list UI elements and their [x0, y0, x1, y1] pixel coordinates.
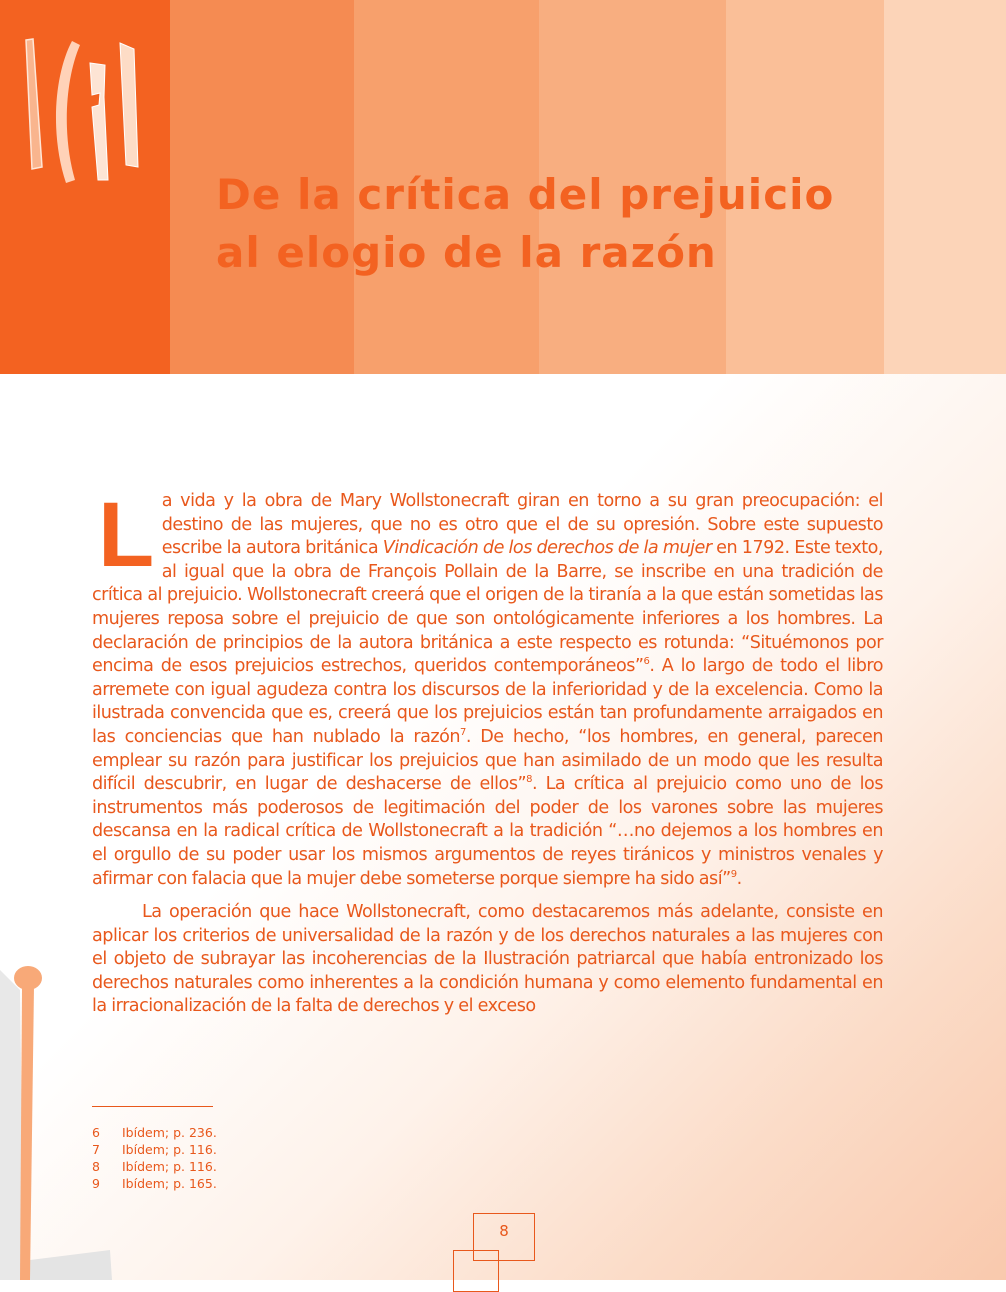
text-run: . — [736, 868, 742, 889]
text-run: . A lo largo de todo el libro arremete con igual agudeza contra los discursos de la inferioridad y de la excelencia. Como la ilustrada convencida que es, creerá que los prejuicios están tan profundamente arraigados en las conciencias que han nublado la razón — [92, 656, 883, 747]
footnote — [92, 1141, 217, 1158]
paragraph: La operación que hace Wollstonecraft, como destacaremos más adelante, consiste en aplicar los criterios de universalidad de la razón y de los derechos naturales a las mujeres con el objeto de subrayar las incoherencias de la Ilustración patriarcal que había entronizado los derechos naturales como inherentes a la condición humana y como elemento fundamental en la irracionalización de la falta de derechos y el exceso — [92, 902, 883, 1017]
footnote-number: 7 — [92, 1142, 100, 1157]
text-run: en 1792. Este texto, al igual que la obra de François Pollain de la Barre, se inscribe en una tradición de crítica al prejuicio. Wollstonecraft creerá que el origen de la tiranía a la que están sometidas las mujeres reposa sobre el prejuicio de que son ontológicamente inferiores a los hombres. La declaración de principios de la autora británica a este respecto es rotunda: “Situémonos por encima de esos prejuicios estrechos, queridos contemporáneos” — [92, 538, 883, 677]
footnote-ref[interactable]: 9 — [730, 868, 737, 880]
drop-cap: L — [98, 484, 154, 586]
header-stripe — [884, 0, 1006, 374]
footnote-number: 6 — [92, 1125, 100, 1140]
footnote-text: Ibídem; p. 236. — [122, 1125, 217, 1140]
footnote — [92, 1124, 217, 1141]
footnote-ref[interactable]: 7 — [460, 727, 466, 739]
footnote-text: Ibídem; p. 165. — [122, 1176, 217, 1191]
footnote-number: 9 — [92, 1176, 100, 1191]
footnote-number: 8 — [92, 1159, 100, 1174]
footnote-ref[interactable]: 8 — [526, 774, 532, 786]
footnote — [92, 1158, 217, 1175]
paragraph — [92, 484, 884, 891]
text-run: a vida y la obra de Mary Wollstonecraft giran en torno a su gran preocupación: el destino de las mujeres, que no es otro que el de su opresión. Sobre este supuesto escribe la autora británica — [161, 491, 883, 559]
footnote-text: Ibídem; p. 116. — [122, 1142, 217, 1157]
footnote-ref[interactable]: 6 — [643, 656, 650, 668]
chapter-title-line: De la crítica del prejuicio — [216, 170, 835, 219]
footnote-text: Ibídem; p. 116. — [122, 1159, 217, 1174]
article-body — [92, 484, 884, 1019]
chapter-title-line: al elogio de la razón — [216, 228, 717, 277]
footnote-divider — [92, 1106, 213, 1107]
footnotes — [92, 1124, 217, 1192]
chapter-header — [0, 0, 1006, 374]
text-run: . De hecho, “los hombres, en general, parecen emplear su razón para justificar los prejuicios que han asimilado de un modo que les resulta difícil descubrir, en lugar de deshacerse de ellos” — [92, 726, 884, 795]
chapter-title — [216, 166, 834, 282]
footnote — [92, 1175, 217, 1192]
text-run: . La crítica al prejuicio como uno de los instrumentos más poderosos de legitimación del poder de los varones sobre las mujeres descansa en la radical crítica de Wollstonecraft a la tradición “…no dejemos a los hombres en el orgullo de su poder usar los mismos argumentos de reyes tiránicos y ministros venales y afirmar con falacia que la mujer debe someterse porque siempre ha sido así” — [92, 774, 883, 889]
book-title: Vindicación de los derechos de la mujer — [382, 538, 712, 559]
chapter-logo-icon — [20, 35, 150, 190]
page-number: 8 — [473, 1213, 535, 1261]
